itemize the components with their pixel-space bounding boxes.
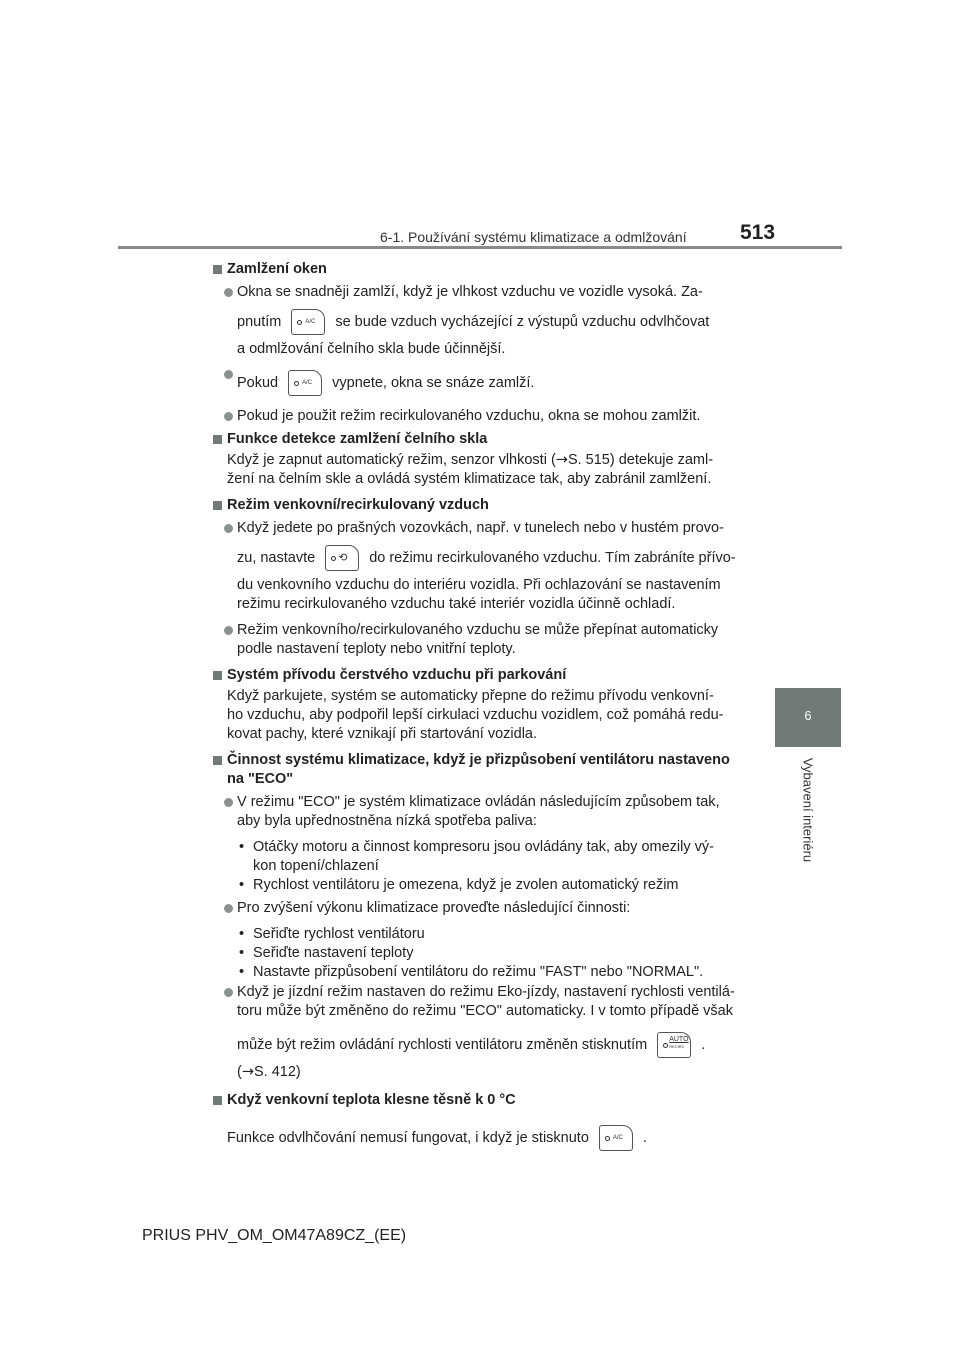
ac-button-icon [291,309,325,335]
paragraph-text: Pokud je použit režim recirkulovaného vzduchu, okna se mohou zamlžit. [237,408,701,424]
paragraph-text: Pro zvýšení výkonu klimatizace proveďte následující činnosti: [237,900,631,916]
auto-label: AUTO [669,1036,689,1044]
sub-list-item: • Seřiďte rychlost ventilátoru [237,925,749,944]
reference-arrow-icon: → [555,452,568,468]
page-reference-link[interactable]: S. 412 [254,1064,296,1080]
text-line [237,540,749,576]
sub-list-item: • Rychlost ventilátoru je omezena, když je zvolen automatický režim [237,876,749,895]
indicator-dot-icon [294,381,299,386]
paragraph-text: Když je zapnut automatický režim, senzor vlhkosti ( [227,452,556,468]
header-divider [118,246,842,249]
header-section-title: 6-1. Používání systému klimatizace a odmlžování [380,229,687,245]
paragraph-text: ho vzduchu, aby podpořil lepší cirkulaci vzduchu vozidlem, což pomáhá redu- [227,707,724,723]
paragraph-text: Funkce odvlhčování nemusí fungovat, i když je stisknuto [227,1130,589,1146]
paragraph-text: Když jedete po prašných vozovkách, např. v tunelech nebo v hustém provo- [237,520,724,536]
paragraph-text: se bude vzduch vycházející z výstupů vzduchu odvlhčovat [335,314,710,330]
section-heading-outside-recirculated-air: Režim venkovní/recirkulovaný vzduch [213,496,749,515]
chapter-tab: 6 [775,688,841,747]
ac-label: A/C [302,380,313,387]
ac-button-icon [288,370,322,396]
section-heading-window-fogging: Zamlžení oken [213,260,749,279]
paragraph [213,687,749,744]
paragraph [213,451,749,489]
document-code: PRIUS PHV_OM_OM47A89CZ_(EE) [142,1227,407,1244]
paragraph-text: Okna se snadněji zamlží, když je vlhkost vzduchu ve vozidle vysoká. Za- [237,284,703,300]
heading-text: Činnost systému klimatizace, když je přizpůsobení ventilátoru nastaveno [227,752,730,768]
sub-list [213,925,749,982]
paragraph-text: V režimu "ECO" je systém klimatizace ovládán následujícím způsobem tak, [237,794,720,810]
indicator-dot-icon [297,320,302,325]
paragraph-text: kovat pachy, které vznikají při startování vozidla. [227,726,538,742]
list-item [213,899,749,918]
page-number: 513 [740,221,776,244]
list-item [213,793,749,831]
sub-list-item: • Seřiďte nastavení teploty [237,944,749,963]
list-item [213,407,749,426]
list-item [213,983,749,1082]
paragraph-text: kon topení/chlazení [253,858,379,874]
sub-list-item [237,838,749,876]
text-line [237,1027,749,1063]
auto-recirc-button-icon [657,1032,691,1058]
page-content [213,256,749,1156]
recirc-label: RECIRC [669,1044,685,1050]
paren-close: ) [295,1064,301,1080]
heading-text: na "ECO" [227,771,294,787]
paragraph-text: . [701,1037,706,1053]
paragraph-text: vypnete, okna se snáze zamlží. [332,375,535,391]
indicator-dot-icon [605,1136,610,1141]
paragraph-text: toru může být změněno do režimu "ECO" automaticky. I v tomto případě však [237,1003,733,1019]
paragraph-text: do režimu recirkulovaného vzduchu. Tím zabráníte přívo- [369,550,736,566]
text-line [237,304,749,340]
paragraph-text: Když parkujete, systém se automaticky přepne do režimu přívodu venkovní- [227,688,714,704]
list-item [213,283,749,359]
page-reference-link[interactable]: S. 515 [567,452,610,468]
paragraph-text: Pokud [237,375,279,391]
chapter-label: Vybavení interiéru [800,757,816,863]
paragraph-text: a odmlžování čelního skla bude účinnější. [237,341,506,357]
list-item [213,365,749,401]
paragraph-text: ) detekuje zaml- [609,452,714,468]
paragraph-text: podle nastavení teploty nebo vnitřní teploty. [237,641,516,657]
reference-arrow-icon: → [241,1064,254,1080]
list-item [213,621,749,659]
recirculation-icon: ⟲ [338,552,348,565]
ac-label: A/C [612,1135,623,1142]
paragraph-text: Když je jízdní režim nastaven do režimu Eko-jízdy, nastavení rychlosti ventilá- [237,984,735,1000]
ac-label: A/C [305,319,316,326]
section-heading-eco-fan-mode [213,751,749,789]
recirculation-button-icon [325,545,359,571]
section-heading-low-outside-temperature: Když venkovní teplota klesne těsně k 0 °C [213,1091,749,1110]
paragraph-text: pnutím [237,314,282,330]
paren-open: ( [237,1064,242,1080]
section-heading-fresh-air-parking: Systém přívodu čerstvého vzduchu při parkování [213,666,749,685]
paragraph-text: . [642,1130,647,1146]
sub-list [213,838,749,895]
page-reference [237,1063,749,1082]
section-heading-windshield-fog-detection: Funkce detekce zamlžení čelního skla [213,430,749,449]
paragraph-text: zu, nastavte [237,550,316,566]
sub-list-item: • Nastavte přizpůsobení ventilátoru do režimu "FAST" nebo "NORMAL". [237,963,749,982]
paragraph-text: du venkovního vzduchu do interiéru vozidla. Při ochlazování se nastavením [237,577,721,593]
indicator-dot-icon [663,1043,668,1048]
paragraph-text: režimu recirkulovaného vzduchu také interiér vozidla účinně ochladí. [237,596,676,612]
paragraph-text: může být režim ovládání rychlosti ventilátoru změněn stisknutím [237,1037,648,1053]
paragraph-text: žení na čelním skle a ovládá systém klimatizace tak, aby zabránil zamlžení. [227,471,712,487]
list-item [213,519,749,614]
ac-button-icon [599,1125,633,1151]
paragraph-text: aby byla upřednostněna nízká spotřeba paliva: [237,813,537,829]
paragraph-text: Otáčky motoru a činnost kompresoru jsou ovládány tak, aby omezily vý- [253,839,714,855]
paragraph-text: Režim venkovního/recirkulovaného vzduchu se může přepínat automaticky [237,622,719,638]
paragraph [213,1120,749,1156]
indicator-dot-icon [331,556,336,561]
